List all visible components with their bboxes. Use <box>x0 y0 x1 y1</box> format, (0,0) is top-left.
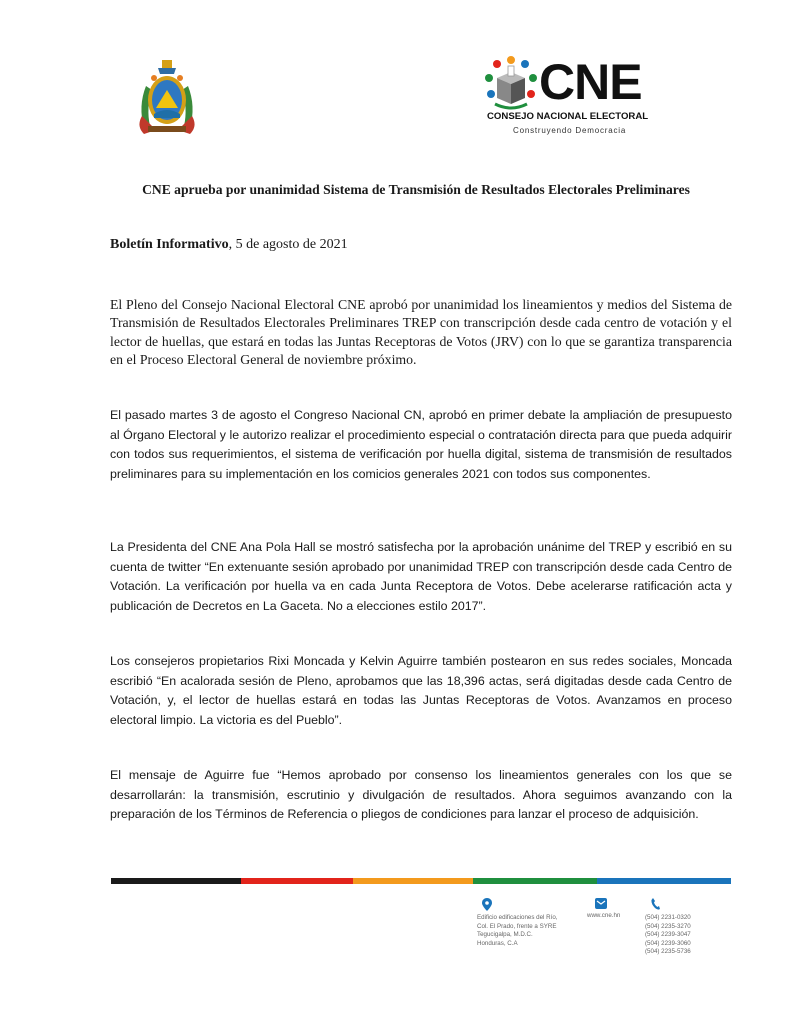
bulletin-title: CNE aprueba por unanimidad Sistema de Transmisión de Resultados Electorales Preliminares <box>142 182 690 197</box>
cne-logo <box>483 54 663 138</box>
cne-logo-letters: CNE <box>539 54 642 110</box>
address-line: Tegucigalpa, M.D.C. <box>477 931 533 939</box>
footer-website[interactable]: www.cne.hn <box>587 912 621 919</box>
paragraph-3: La Presidenta del CNE Ana Pola Hall se mostró satisfecha por la aprobación unánime del TREP y escribió en su cuenta de twitter “En extenuante sesión aprobado por unanimidad TREP con transcripción desde cada Centro de Votación. La verificación por huella va en cada Junta Receptora de Votos. Debe acelerarse ratificación acta y publicación de Decretos en La Gaceta. No a elecciones estilo 2017”. <box>110 540 732 613</box>
phone-number: (504) 2235-3270 <box>645 922 691 930</box>
phone-number: (504) 2239-3060 <box>645 939 691 947</box>
coat-of-arms-icon <box>134 56 200 136</box>
footer-phones <box>645 914 691 957</box>
paragraph-5: El mensaje de Aguirre fue “Hemos aprobado por consenso los lineamientos generales con los que se desarrollarán: la transmisión, escrutinio y divulgación de resultados. Ahora seguimos avanzando con la preparación de los Términos de Referencia o pliegos de condiciones para lanzar el proceso de adquisición. <box>110 768 732 821</box>
location-pin-icon <box>482 898 492 911</box>
ballot-box-icon <box>483 54 539 112</box>
dateline <box>110 237 348 253</box>
bar-segment-green <box>473 878 597 884</box>
web-icon <box>595 898 607 909</box>
paragraph-4: Los consejeros propietarios Rixi Moncada y Kelvin Aguirre también postearon en sus redes sociales, Moncada escribió “En acalorada sesión de Pleno, aprobamos que las 18,396 actas, será digitadas desde cada Centro de Votación, y, el lector de huellas estará en todas las Juntas Receptoras de Votos. Avanzamos en proceso electoral limpio. La victoria es del Pueblo”. <box>110 654 732 727</box>
bar-segment-blue <box>597 878 731 884</box>
address-line: Col. El Prado, frente a SYRE <box>477 922 557 930</box>
bar-segment-red <box>241 878 353 884</box>
phone-number: (504) 2239-3047 <box>645 931 691 939</box>
bar-segment-orange <box>353 878 473 884</box>
address-line: Edificio edificaciones del Río, <box>477 914 558 921</box>
dateline-date: , 5 de agosto de 2021 <box>228 237 348 252</box>
phone-number: (504) 2235-5736 <box>645 948 691 956</box>
paragraph-1: El Pleno del Consejo Nacional Electoral CNE aprobó por unanimidad los lineamientos y medios del Sistema de Transmisión de Resultados Electorales Preliminares TREP con transcripción desde cada centro de votación y el lector de huellas, que estará en todas las Juntas Receptoras de Votos (JRV) con lo que se garantiza transparencia en el Proceso Electoral General de noviembre próximo. <box>110 297 732 368</box>
dateline-label: Boletín Informativo <box>110 237 229 252</box>
phone-number: (504) 2231-0320 <box>645 914 691 921</box>
bar-segment-black <box>111 878 241 884</box>
footer-address <box>477 914 557 948</box>
phone-icon <box>651 898 660 910</box>
cne-logo-tagline: Construyendo Democracia <box>513 126 627 135</box>
paragraph-2: El pasado martes 3 de agosto el Congreso Nacional CN, aprobó en primer debate la ampliación de presupuesto al Órgano Electoral y le autorizo realizar el procedimiento especial o contratación directa para que pueda adquirir con todos sus requerimientos, el sistema de verificación por huella digital, sistema de transmisión de resultados preliminares para su implementación en los comicios generales 2021 con todos sus componentes. <box>110 408 732 481</box>
address-line: Honduras, C.A <box>477 939 518 947</box>
cne-logo-fullname: CONSEJO NACIONAL ELECTORAL <box>487 111 649 122</box>
